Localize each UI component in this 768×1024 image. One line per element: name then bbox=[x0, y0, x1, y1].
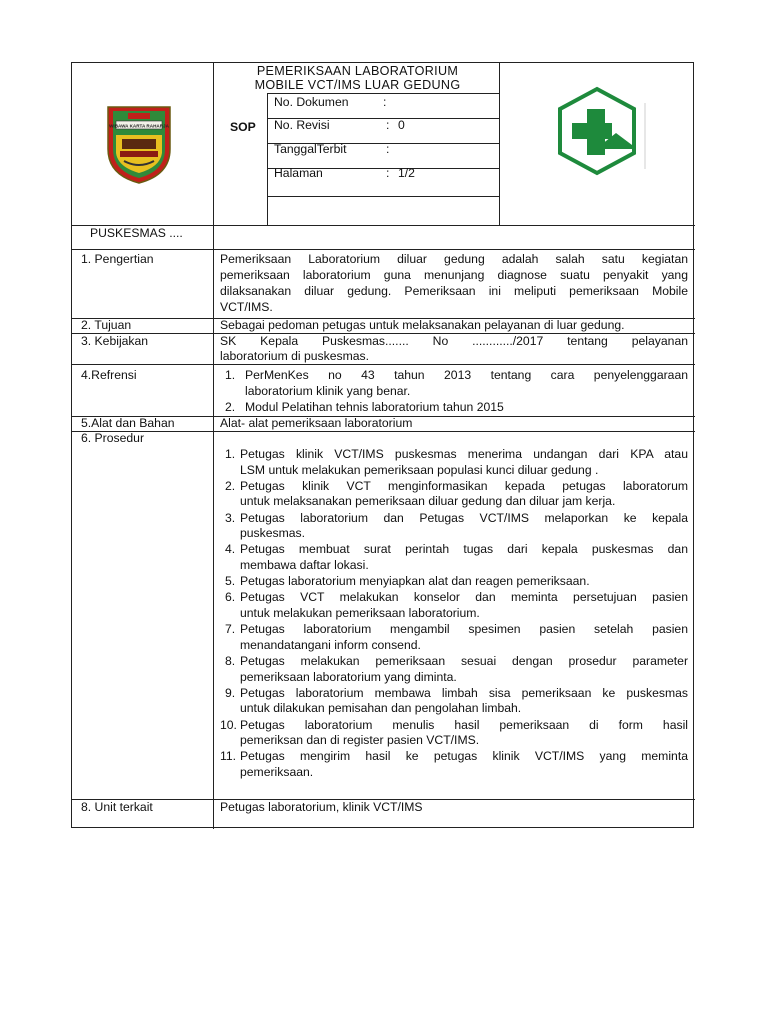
meta-sep: : bbox=[386, 118, 390, 132]
divider bbox=[213, 63, 214, 829]
prosedur-line: untuk dilakukan pemisahan dan pengolahan limbah. bbox=[240, 701, 522, 716]
prosedur-line: untuk melakukan pemeriksaan laboratorium. bbox=[240, 605, 480, 620]
prosedur-number: 5. bbox=[225, 574, 236, 589]
row-label-alat: 5.Alat dan Bahan bbox=[81, 416, 175, 430]
prosedur-line: Petugas VCT melakukan konselor dan meminta persetujuan pasien bbox=[240, 590, 688, 605]
kebijakan-line: laboratorium di puskesmas. bbox=[220, 349, 370, 363]
prosedur-number: 10. bbox=[220, 717, 237, 732]
prosedur-line: pemeriksaan. bbox=[240, 764, 314, 779]
prosedur-item bbox=[240, 542, 688, 573]
referensi-item bbox=[245, 368, 688, 399]
prosedur-number: 4. bbox=[225, 542, 236, 557]
prosedur-item bbox=[240, 511, 688, 542]
referensi-number: 2. bbox=[225, 400, 236, 414]
divider bbox=[267, 93, 499, 94]
prosedur-number: 6. bbox=[225, 590, 236, 605]
divider bbox=[72, 249, 695, 250]
prosedur-line: pemeriksaan laboratorium yang diminta. bbox=[240, 669, 457, 684]
document-title-line2: MOBILE VCT/IMS LUAR GEDUNG bbox=[254, 78, 461, 92]
prosedur-number: 9. bbox=[225, 685, 236, 700]
divider bbox=[267, 196, 499, 197]
row-label-tujuan: 2. Tujuan bbox=[81, 318, 132, 332]
pengertian-line: Pemeriksaan Laboratorium diluar gedung adalah salah satu kegiatan bbox=[220, 252, 688, 266]
prosedur-line: Petugas klinik VCT/IMS puskesmas menerima undangan dari KPA atau bbox=[240, 447, 688, 461]
row-label-pengertian: 1. Pengertian bbox=[81, 252, 154, 266]
referensi-number: 1. bbox=[225, 368, 236, 382]
meta-sep: : bbox=[386, 142, 390, 156]
tujuan-text: Sebagai pedoman petugas untuk melaksanakan pelayanan di luar gedung. bbox=[220, 318, 625, 332]
prosedur-item bbox=[240, 574, 688, 590]
prosedur-item bbox=[240, 622, 688, 653]
prosedur-item bbox=[240, 749, 688, 780]
prosedur-line: puskesmas. bbox=[240, 526, 306, 541]
referensi-line: laboratorium klinik yang benar. bbox=[245, 383, 411, 398]
prosedur-item bbox=[240, 686, 688, 717]
puskesmas-label: PUSKESMAS .... bbox=[90, 226, 183, 240]
pengertian-line: pemeriksaan laboratorium guna menunjang diagnose suatu penyakit yang bbox=[220, 268, 688, 282]
meta-label-revisi: No. Revisi bbox=[274, 118, 330, 132]
divider bbox=[267, 93, 268, 225]
prosedur-line: menandatangani inform consend. bbox=[240, 637, 421, 652]
row-label-prosedur: 6. Prosedur bbox=[81, 431, 145, 445]
row-label-kebijakan: 3. Kebijakan bbox=[81, 334, 149, 348]
kebijakan-line: SK Kepala Puskesmas....... No ............/2017 tentang pelayanan bbox=[220, 334, 688, 348]
prosedur-line: Petugas laboratorium mengambil spesimen pasien setelah pasien bbox=[240, 622, 688, 637]
prosedur-line: Petugas laboratorium menyiapkan alat dan reagen pemeriksaan. bbox=[240, 574, 590, 589]
regency-emblem-icon bbox=[104, 105, 174, 185]
prosedur-line: membawa daftar lokasi. bbox=[240, 557, 369, 572]
prosedur-line: Petugas klinik VCT menginformasikan kepada petugas laboratorum bbox=[240, 478, 688, 493]
prosedur-item bbox=[240, 718, 688, 749]
sop-document bbox=[71, 62, 694, 828]
meta-label-dokumen: No. Dokumen bbox=[274, 95, 349, 109]
prosedur-number: 11. bbox=[220, 749, 237, 764]
prosedur-item bbox=[240, 590, 688, 621]
prosedur-item bbox=[240, 447, 688, 478]
regency-banner: WIBAWA KARTA RAHARJA bbox=[109, 123, 169, 129]
prosedur-number: 2. bbox=[225, 478, 236, 493]
referensi-line: Modul Pelatihan tehnis laboratorium tahun 2015 bbox=[245, 400, 504, 414]
sop-label: SOP bbox=[230, 120, 256, 134]
prosedur-line: Petugas melakukan pemeriksaan sesuai dengan prosedur parameter bbox=[240, 654, 688, 668]
alat-text: Alat- alat pemeriksaan laboratorium bbox=[220, 416, 413, 430]
prosedur-line: Petugas laboratorium dan Petugas VCT/IMS melaporkan ke kepala bbox=[240, 510, 688, 525]
meta-label-terbit: TanggalTerbit bbox=[274, 142, 347, 156]
prosedur-number: 3. bbox=[225, 510, 236, 525]
meta-value-revisi: 0 bbox=[398, 118, 405, 132]
prosedur-number: 1. bbox=[225, 447, 236, 461]
prosedur-line: Petugas membuat surat perintah tugas dari kepala puskesmas dan bbox=[240, 542, 688, 557]
puskesmas-logo-icon bbox=[552, 85, 662, 181]
referensi-line: PerMenKes no 43 tahun 2013 tentang cara penyelenggaraan bbox=[245, 368, 688, 382]
prosedur-number: 7. bbox=[225, 622, 236, 637]
meta-sep: : bbox=[386, 166, 390, 180]
meta-value-halaman: 1/2 bbox=[398, 166, 415, 180]
row-label-referensi: 4.Refrensi bbox=[81, 368, 137, 382]
prosedur-item bbox=[240, 654, 688, 685]
prosedur-line: Petugas laboratorium menulis hasil pemeriksaan di form hasil bbox=[240, 717, 688, 732]
row-label-unit: 8. Unit terkait bbox=[81, 800, 153, 814]
divider bbox=[72, 364, 695, 365]
prosedur-number: 8. bbox=[225, 654, 236, 668]
prosedur-line: untuk melaksanakan pemeriksaan diluar gedung dan diluar jam kerja. bbox=[240, 494, 616, 509]
prosedur-line: Petugas mengirim hasil ke petugas klinik VCT/IMS yang meminta bbox=[240, 749, 688, 764]
meta-sep: : bbox=[383, 95, 387, 109]
prosedur-item bbox=[240, 479, 688, 510]
prosedur-line: LSM untuk melakukan pemeriksaan populasi kunci diluar gedung . bbox=[240, 462, 599, 477]
unit-text: Petugas laboratorium, klinik VCT/IMS bbox=[220, 800, 423, 814]
meta-label-halaman: Halaman bbox=[274, 166, 323, 180]
pengertian-line: VCT/IMS. bbox=[220, 300, 273, 314]
document-title-line1: PEMERIKSAAN LABORATORIUM bbox=[256, 64, 459, 78]
prosedur-line: pemeriksan dan di register pasien VCT/IMS. bbox=[240, 733, 480, 748]
prosedur-line: Petugas laboratorium membawa limbah sisa pemeriksaan ke puskesmas bbox=[240, 685, 688, 700]
pengertian-line: dilaksanakan diluar gedung. Pemeriksaan ini meliputi pemeriksaan Mobile bbox=[220, 284, 688, 298]
